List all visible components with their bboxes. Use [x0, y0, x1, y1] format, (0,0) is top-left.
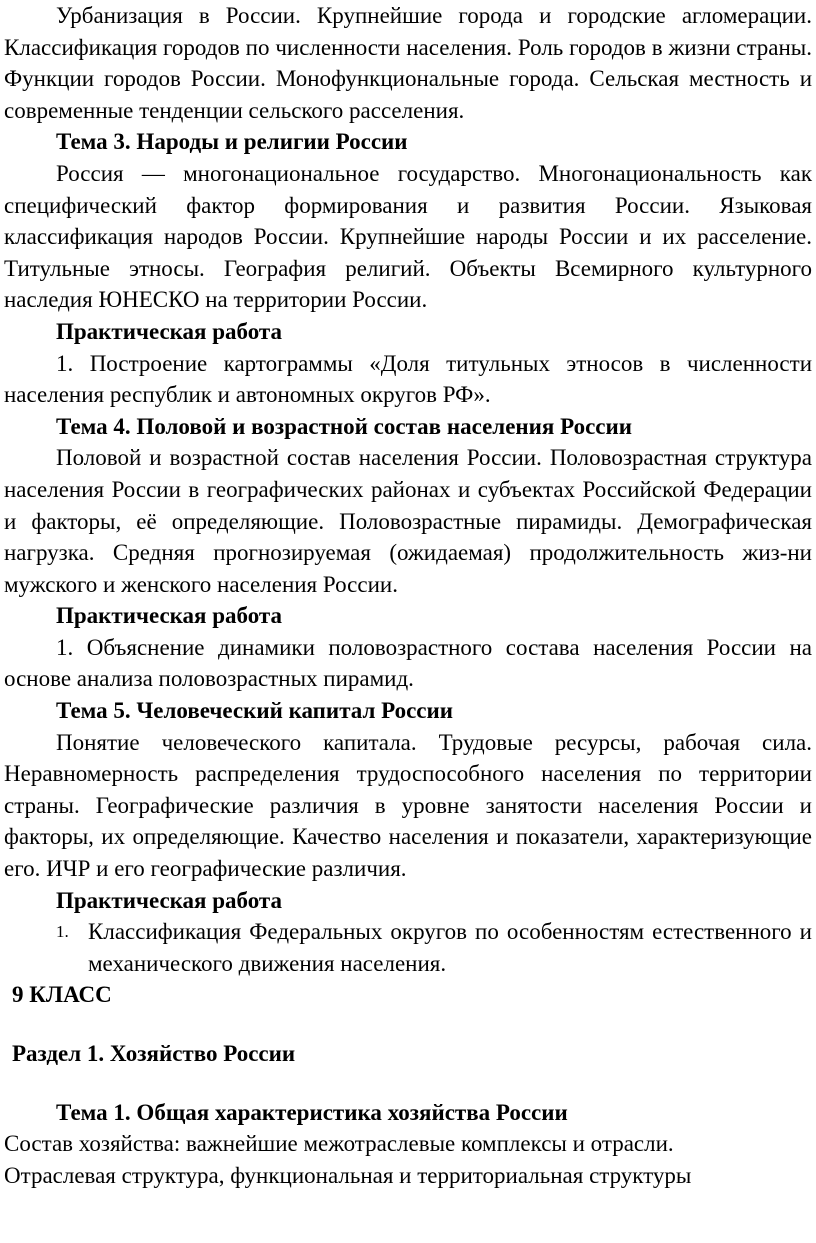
topic-5-heading: Тема 5. Человеческий капитал России: [56, 698, 454, 724]
topic-5-practice-heading: Практическая работа: [56, 887, 283, 913]
grade9-topic-1-line-2: Отраслевая структура, функциональная и территориальная структуры: [4, 1162, 692, 1188]
topic-5-text: Понятие человеческого капитала. Трудовые ресурсы, рабочая сила. Неравномерность распределения трудоспособного населения по территории страны. Географические различия в уровне занятости населения России и факторы, их определяющие. Качество населения и показатели, характеризующие его. ИЧР и его географические различия.: [4, 729, 812, 882]
list-text: Построение картограммы «Доля титульных этносов в численности населения республик и автономных округов РФ».: [4, 350, 812, 408]
document-page: [4, 0, 812, 1191]
topic-4-heading: Тема 4. Половой и возрастной состав населения России: [56, 413, 632, 439]
spacer: [4, 1011, 812, 1038]
grade-heading: 9 КЛАСС: [12, 982, 112, 1008]
topic-3-heading: Тема 3. Народы и религии России: [56, 129, 408, 155]
topic-4-practice-item: [4, 632, 812, 695]
topic-4-text: Половой и возрастной состав населения России. Половозрастная структура населения России в географических районах и субъектах Российской Федерации и факторы, её определяющие. Половозрастные пирамиды. Демографическая нагрузка. Средняя прогнозируемая (ожидаемая) продолжительность жиз-ни мужского и женского населения России.: [4, 445, 812, 597]
paragraph-urbanization: Урбанизация в России. Крупнейшие города и городские агломерации. Классификация городов по численности населения. Роль городов в жизни страны. Функции городов России. Монофункциональные города. Сельская местность и современные тенденции сельского расселения.: [4, 3, 812, 123]
list-text: Классификация Федеральных округов по особенностям естественного и механического движения населения.: [88, 919, 812, 976]
grade9-topic-1-heading: Тема 1. Общая характеристика хозяйства России: [56, 1099, 568, 1125]
list-number: 1.: [56, 634, 74, 660]
topic-3-practice-heading: Практическая работа: [56, 318, 283, 344]
topic-3-practice-item: [4, 348, 812, 411]
topic-4-practice-heading: Практическая работа: [56, 603, 283, 629]
topic-3-text: Россия — многонациональное государство. Многонациональность как специфический фактор формирования и развития России. Языковая классификация народов России. Крупнейшие народы России и их расселение. Титульные этносы. География религий. Объекты Всемирного культурного наследия ЮНЕСКО на территории России.: [4, 160, 812, 313]
list-number: 1.: [56, 922, 69, 942]
grade9-topic-1-line-1: Состав хозяйства: важнейшие межотраслевые комплексы и отрасли.: [4, 1131, 674, 1157]
section-heading: Раздел 1. Хозяйство России: [12, 1041, 296, 1066]
topic-5-practice-item: [4, 916, 812, 979]
spacer: [4, 1070, 812, 1097]
list-number: 1.: [56, 350, 74, 376]
list-text: Объяснение динамики половозрастного состава населения России на основе анализа половозрастных пирамид.: [4, 634, 813, 692]
